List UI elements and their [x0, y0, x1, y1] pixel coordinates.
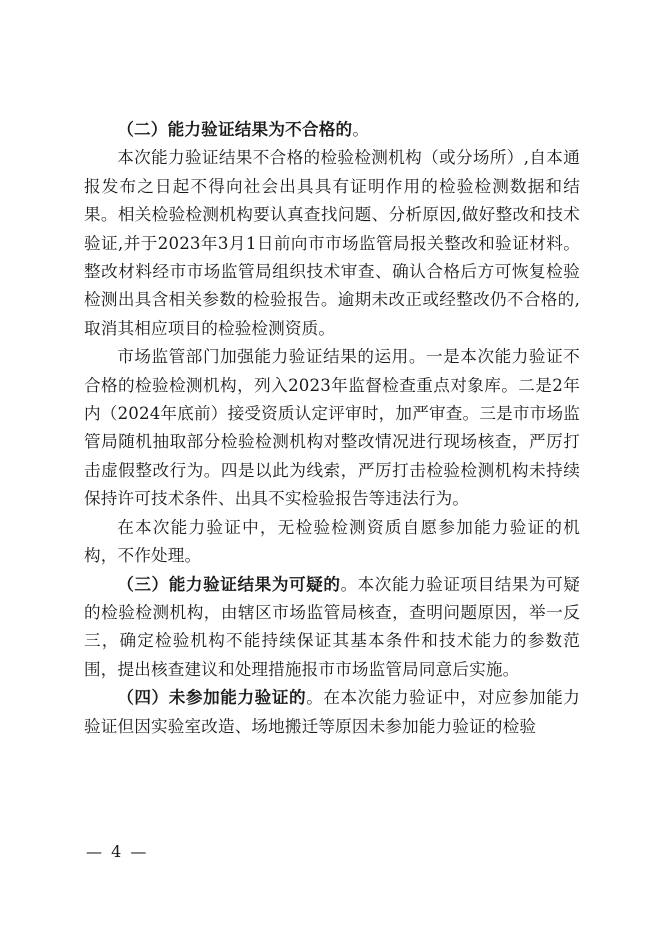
paragraph-text: 。本次能力验证项目结果为可疑的检验检测机构，由辖区市场监管局核查，查明问题原因，举一反三，确定检验机构不能持续保证其基本条件和技术能力的参数范围，提出核查建议和处理措施报市市场监管局同意后实施。: [84, 574, 580, 679]
paragraph-section-2-heading: [84, 116, 580, 144]
paragraph-text: 。在本次能力验证中，对应参加能力验证但因实验室改造、场地搬迁等原因未参加能力验证的检验: [84, 688, 581, 736]
paragraph-result-application: [84, 343, 580, 513]
paragraph-nonconforming-consequences: [84, 144, 580, 343]
section-heading: （二）能力验证结果为不合格的: [117, 120, 353, 139]
paragraph-voluntary-participants: [84, 514, 580, 571]
paragraph-text: 。: [352, 120, 370, 139]
document-body: [84, 116, 580, 741]
paragraph-text: 市场监管部门加强能力验证结果的运用。一是本次能力验证不合格的检验检测机构，列入2023年监督检查重点对象库。二是2年内（2024年底前）接受资质认定评审时，加严审查。三是市市场监管局随机抽取部分检验检测机构对整改情况进行现场核查，严厉打击虚假整改行为。四是以此为线索，严厉打击检验检测机构未持续保持许可技术条件、出具不实检验报告等违法行为。: [84, 347, 580, 509]
section-heading: （三）能力验证结果为可疑的: [117, 574, 341, 594]
paragraph-section-4-not-participated: [84, 684, 580, 741]
paragraph-section-3-questionable: [84, 571, 580, 685]
paragraph-text: 本次能力验证结果不合格的检验检测机构（或分场所）,自本通报发布之日起不得向社会出具具有证明作用的检验检测数据和结果。相关检验检测机构要认真查找问题、分析原因,做好整改和技术验证,并于2023年3月1日前向市市场监管局报关整改和验证材料。整改材料经市市场监管局组织技术审查、确认合格后方可恢复检验检测出具含相关参数的检验报告。逾期未改正或经整改仍不合格的,取消其相应项目的检验检测资质。: [84, 148, 580, 338]
section-heading: （四）未参加能力验证的: [117, 688, 307, 708]
page-number: — 4 —: [86, 842, 149, 861]
paragraph-text: 在本次能力验证中，无检验检测资质自愿参加能力验证的机构，不作处理。: [84, 517, 580, 566]
